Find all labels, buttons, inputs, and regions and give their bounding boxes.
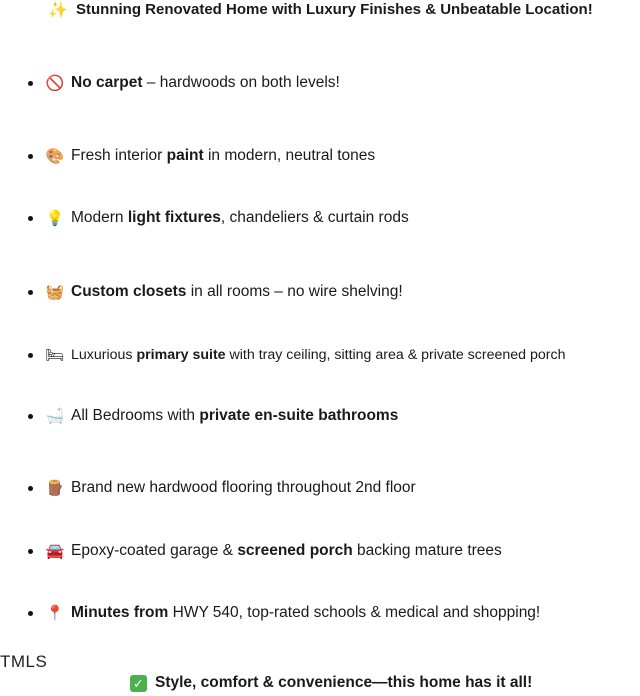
feature-text: Modern light fixtures, chandeliers & curtain rods [71, 209, 409, 226]
feature-item [28, 206, 640, 230]
wood-icon: 🪵 [45, 479, 65, 497]
palette-icon: 🎨 [45, 147, 65, 165]
feature-item [28, 476, 640, 500]
listing-title-text: Stunning Renovated Home with Luxury Finishes & Unbeatable Location! [76, 1, 593, 18]
bullet-dot [28, 216, 33, 221]
bed-icon: 🛏 [45, 346, 65, 364]
feature-text: Custom closets in all rooms – no wire shelving! [71, 283, 403, 300]
basket-icon: 🧺 [45, 283, 65, 301]
feature-item [28, 539, 640, 563]
feature-item [28, 71, 640, 95]
bullet-dot [28, 81, 33, 86]
car-icon: 🚘 [45, 542, 65, 560]
listing-title [48, 0, 640, 19]
bullet-dot [28, 611, 33, 616]
mls-watermark: TMLS [0, 652, 48, 671]
feature-text: Luxurious primary suite with tray ceiling, sitting area & private screened porch [71, 347, 566, 363]
feature-item [28, 601, 640, 625]
feature-text: No carpet – hardwoods on both levels! [71, 74, 340, 91]
check-mark-icon: ✓ [130, 675, 147, 692]
closing-text: Style, comfort & convenience—this home has it all! [155, 674, 533, 691]
feature-item [28, 280, 640, 304]
light-bulb-icon: 💡 [45, 209, 65, 227]
feature-text: All Bedrooms with private en-suite bathrooms [71, 407, 399, 424]
bullet-dot [28, 414, 33, 419]
bullet-dot [28, 549, 33, 554]
feature-text: Brand new hardwood flooring throughout 2nd floor [71, 479, 416, 496]
feature-item [28, 404, 640, 428]
feature-item [28, 144, 640, 168]
bathtub-icon: 🛁 [45, 407, 65, 425]
feature-item [28, 343, 640, 367]
feature-text: Minutes from HWY 540, top-rated schools & medical and shopping! [71, 604, 541, 621]
feature-text: Fresh interior paint in modern, neutral tones [71, 147, 376, 164]
bullet-dot [28, 486, 33, 491]
pin-icon: 📍 [45, 604, 65, 622]
bullet-dot [28, 290, 33, 295]
feature-text: Epoxy-coated garage & screened porch backing mature trees [71, 542, 502, 559]
sparkles-icon: ✨ [48, 0, 68, 19]
no-entry-icon: 🚫 [45, 74, 65, 92]
bullet-dot [28, 154, 33, 159]
bullet-dot [28, 353, 33, 358]
closing-line [130, 674, 640, 692]
